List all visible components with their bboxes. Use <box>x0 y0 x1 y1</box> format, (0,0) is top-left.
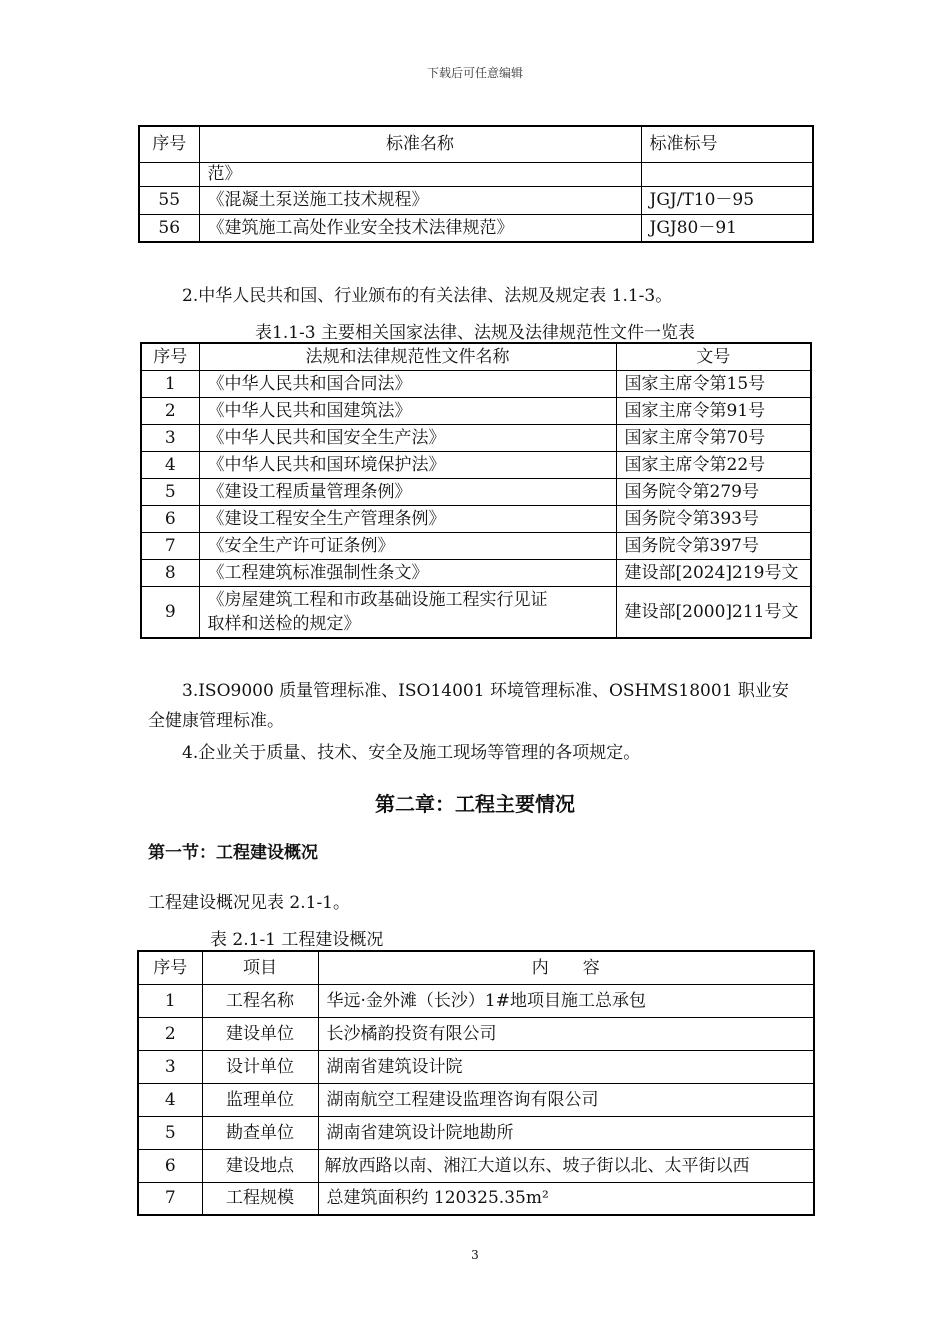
table-row <box>141 505 811 532</box>
table-row <box>141 451 811 478</box>
table-cell: 工程规模 <box>202 1182 318 1215</box>
table-row <box>139 186 813 214</box>
table-cell: 1 <box>141 370 199 397</box>
table-cell: 湖南航空工程建设监理咨询有限公司 <box>318 1083 814 1116</box>
header-cell: 法规和法律规范性文件名称 <box>199 343 616 370</box>
table-cell: 监理单位 <box>202 1083 318 1116</box>
table-cell: 国务院令第393号 <box>616 505 811 532</box>
table-cell: 4 <box>138 1083 202 1116</box>
table-cell <box>641 162 813 186</box>
table-cell: 《中华人民共和国环境保护法》 <box>199 451 616 478</box>
paragraph-2: 2.中华人民共和国、行业颁布的有关法律、法规及规定表 1.1-3。 <box>182 286 673 306</box>
table-cell: 1 <box>138 984 202 1017</box>
header-cell: 标准标号 <box>641 126 813 162</box>
table-cell: 8 <box>141 559 199 586</box>
table-cell: 3 <box>141 424 199 451</box>
table-cell: 国家主席令第15号 <box>616 370 811 397</box>
table-cell: 《中华人民共和国安全生产法》 <box>199 424 616 451</box>
page-number: 3 <box>471 1248 479 1262</box>
table-row <box>138 1083 814 1116</box>
chapter-title: 第二章：工程主要情况 <box>375 792 575 816</box>
table-cell: 《工程建筑标准强制性条文》 <box>199 559 616 586</box>
table-cell: 国家主席令第70号 <box>616 424 811 451</box>
table-cell: 4 <box>141 451 199 478</box>
header-cell: 项目 <box>202 951 318 984</box>
table-cell: 2 <box>138 1017 202 1050</box>
table-cell: 7 <box>141 532 199 559</box>
header-cell: 序号 <box>138 951 202 984</box>
table-cell: 55 <box>139 186 199 214</box>
table-cell: 建设部[2000]211号文 <box>616 586 811 638</box>
table-row <box>138 1017 814 1050</box>
header-cell: 标准名称 <box>199 126 641 162</box>
table-header-row <box>138 951 814 984</box>
table-cell: 《混凝土泵送施工技术规程》 <box>199 186 641 214</box>
table-cell: 56 <box>139 214 199 242</box>
table-cell: 《建设工程质量管理条例》 <box>199 478 616 505</box>
table-row <box>138 1182 814 1215</box>
table-row <box>138 1050 814 1083</box>
table-cell: 《中华人民共和国建筑法》 <box>199 397 616 424</box>
table-cell: JGJ/T10－95 <box>641 186 813 214</box>
standards-table <box>138 125 814 243</box>
table-cell: 长沙橘韵投资有限公司 <box>318 1017 814 1050</box>
paragraph-5: 工程建设概况见表 2.1-1。 <box>148 893 350 913</box>
table-cell: 华远·金外滩（长沙）1#地项目施工总承包 <box>318 984 814 1017</box>
table-cell: JGJ80－91 <box>641 214 813 242</box>
table-row <box>138 1116 814 1149</box>
cell-line: 取样和送检的规定》 <box>207 613 361 634</box>
table2-caption: 表1.1-3 主要相关国家法律、法规及法律规范性文件一览表 <box>255 323 695 343</box>
table-cell: 国务院令第279号 <box>616 478 811 505</box>
table-cell: 5 <box>141 478 199 505</box>
table-cell: 国家主席令第22号 <box>616 451 811 478</box>
table-row <box>141 397 811 424</box>
header-cell: 序号 <box>139 126 199 162</box>
table-cell: 解放西路以南、湘江大道以东、坡子街以北、太平街以西 <box>318 1149 814 1182</box>
table-cell: 湖南省建筑设计院地勘所 <box>318 1116 814 1149</box>
table-cell <box>139 162 199 186</box>
table-cell: 建设地点 <box>202 1149 318 1182</box>
page-header: 下载后可任意编辑 <box>426 66 523 80</box>
table-cell: 建设单位 <box>202 1017 318 1050</box>
table-cell <box>199 586 616 638</box>
table-cell: 《建筑施工高处作业安全技术法律规范》 <box>199 214 641 242</box>
table-cell: 设计单位 <box>202 1050 318 1083</box>
table-row <box>139 162 813 186</box>
table-header-row <box>141 343 811 370</box>
header-cell: 文号 <box>616 343 811 370</box>
table-cell: 总建筑面积约 120325.35m² <box>318 1182 814 1215</box>
table-row <box>141 478 811 505</box>
section-title: 第一节：工程建设概况 <box>148 843 318 863</box>
table-row <box>141 424 811 451</box>
table-cell: 《中华人民共和国合同法》 <box>199 370 616 397</box>
table-row <box>141 370 811 397</box>
paragraph-4: 4.企业关于质量、技术、安全及施工现场等管理的各项规定。 <box>182 743 641 763</box>
table-cell: 范》 <box>199 162 641 186</box>
table-cell: 9 <box>141 586 199 638</box>
table-cell: 6 <box>138 1149 202 1182</box>
table3-caption: 表 2.1-1 工程建设概况 <box>210 930 384 950</box>
table-row <box>138 1149 814 1182</box>
table-cell: 建设部[2024]219号文 <box>616 559 811 586</box>
table-row <box>141 586 811 638</box>
table-row <box>138 984 814 1017</box>
table-cell: 《建设工程安全生产管理条例》 <box>199 505 616 532</box>
table-cell: 3 <box>138 1050 202 1083</box>
table-cell: 5 <box>138 1116 202 1149</box>
paragraph-3-line2: 全健康管理标准。 <box>148 711 284 731</box>
table-cell: 国家主席令第91号 <box>616 397 811 424</box>
table-cell: 勘查单位 <box>202 1116 318 1149</box>
table-cell: 《安全生产许可证条例》 <box>199 532 616 559</box>
table-cell: 工程名称 <box>202 984 318 1017</box>
table-header-row <box>139 126 813 162</box>
table-cell: 7 <box>138 1182 202 1215</box>
table-cell: 国务院令第397号 <box>616 532 811 559</box>
table-row <box>139 214 813 242</box>
project-overview-table <box>137 950 815 1216</box>
table-cell: 2 <box>141 397 199 424</box>
laws-table <box>140 342 812 639</box>
header-cell: 序号 <box>141 343 199 370</box>
table-row <box>141 532 811 559</box>
table-cell: 湖南省建筑设计院 <box>318 1050 814 1083</box>
cell-line: 《房屋建筑工程和市政基础设施工程实行见证 <box>207 589 548 610</box>
table-row <box>141 559 811 586</box>
header-cell: 内 容 <box>318 951 814 984</box>
table-cell: 6 <box>141 505 199 532</box>
paragraph-3-line1: 3.ISO9000 质量管理标准、ISO14001 环境管理标准、OSHMS18001 职业安 <box>182 681 789 701</box>
